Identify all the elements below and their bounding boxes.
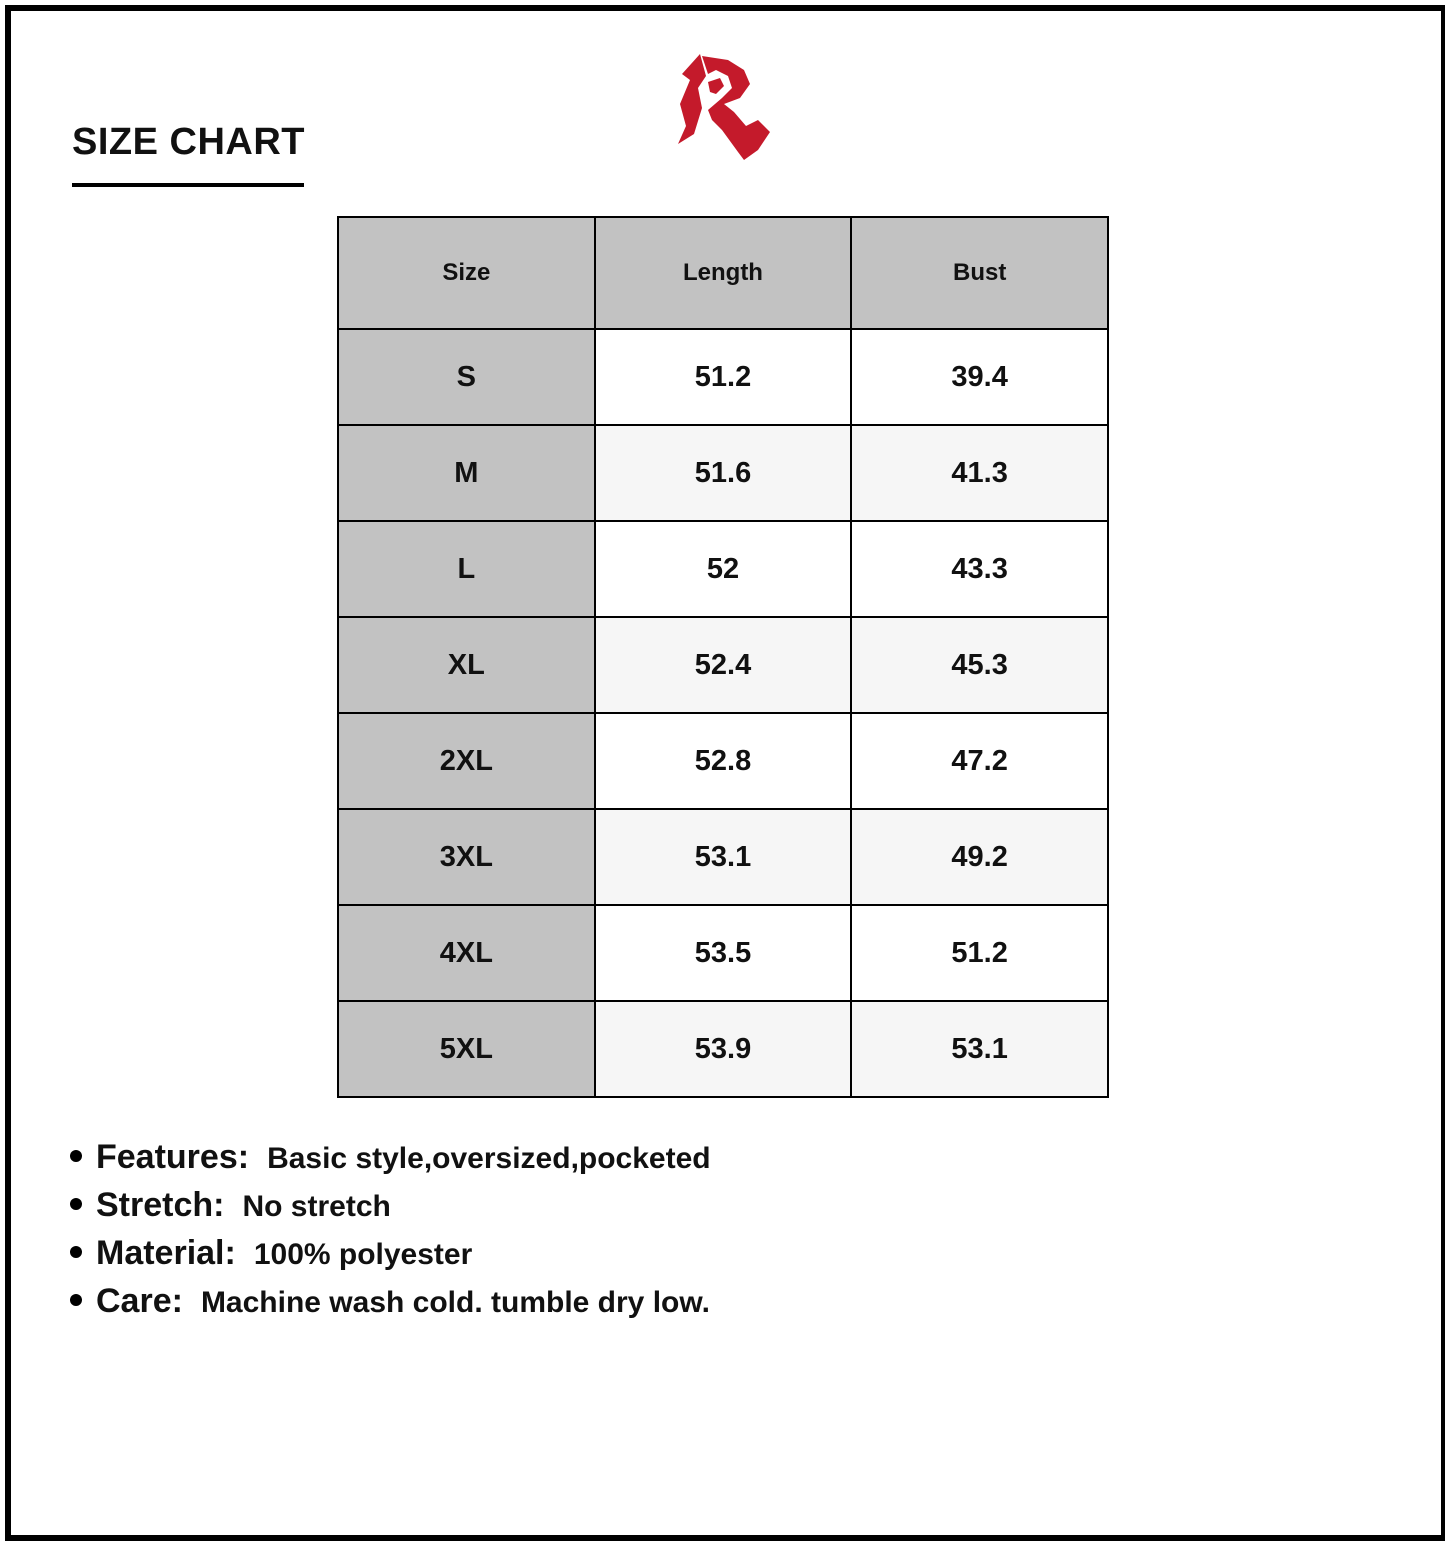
size-cell: 4XL <box>338 905 595 1001</box>
title-underline <box>72 183 304 187</box>
size-table <box>337 216 1109 1098</box>
bullet-icon <box>70 1150 82 1162</box>
length-cell: 52 <box>595 521 852 617</box>
table-row <box>338 809 1108 905</box>
bust-cell: 39.4 <box>851 329 1108 425</box>
bullet-icon <box>70 1294 82 1306</box>
table-row <box>338 329 1108 425</box>
feature-label: Features: <box>96 1138 250 1176</box>
page-title: SIZE CHART <box>72 121 305 163</box>
table-row <box>338 1001 1108 1097</box>
size-cell: S <box>338 329 595 425</box>
table-row <box>338 617 1108 713</box>
size-cell: M <box>338 425 595 521</box>
length-cell: 51.6 <box>595 425 852 521</box>
size-cell: L <box>338 521 595 617</box>
size-cell: 5XL <box>338 1001 595 1097</box>
feature-value: Machine wash cold. tumble dry low. <box>200 1286 710 1319</box>
bust-cell: 43.3 <box>851 521 1108 617</box>
length-cell: 53.5 <box>595 905 852 1001</box>
feature-label: Care: <box>96 1282 183 1320</box>
feature-item-stretch <box>70 1186 711 1234</box>
length-cell: 51.2 <box>595 329 852 425</box>
column-header-size: Size <box>338 217 595 329</box>
bust-cell: 41.3 <box>851 425 1108 521</box>
length-cell: 53.1 <box>595 809 852 905</box>
feature-value: Basic style,oversized,pocketed <box>267 1142 711 1175</box>
feature-item-features <box>70 1138 711 1186</box>
bullet-icon <box>70 1246 82 1258</box>
brand-r-mark-icon <box>672 52 772 162</box>
feature-label: Material: <box>96 1234 236 1272</box>
length-cell: 53.9 <box>595 1001 852 1097</box>
bust-cell: 53.1 <box>851 1001 1108 1097</box>
size-cell: 3XL <box>338 809 595 905</box>
column-header-length: Length <box>595 217 852 329</box>
size-cell: XL <box>338 617 595 713</box>
feature-value: 100% polyester <box>253 1238 473 1271</box>
bust-cell: 49.2 <box>851 809 1108 905</box>
bullet-icon <box>70 1198 82 1210</box>
table-header-row <box>338 217 1108 329</box>
brand-logo <box>622 50 822 200</box>
size-cell: 2XL <box>338 713 595 809</box>
table-row <box>338 713 1108 809</box>
bust-cell: 47.2 <box>851 713 1108 809</box>
bust-cell: 45.3 <box>851 617 1108 713</box>
bust-cell: 51.2 <box>851 905 1108 1001</box>
table-row <box>338 905 1108 1001</box>
table-row <box>338 425 1108 521</box>
table-row <box>338 521 1108 617</box>
feature-item-care <box>70 1282 711 1330</box>
length-cell: 52.4 <box>595 617 852 713</box>
column-header-bust: Bust <box>851 217 1108 329</box>
feature-value: No stretch <box>242 1190 391 1223</box>
feature-item-material <box>70 1234 711 1282</box>
product-features-list <box>70 1138 711 1330</box>
length-cell: 52.8 <box>595 713 852 809</box>
feature-label: Stretch: <box>96 1186 225 1224</box>
